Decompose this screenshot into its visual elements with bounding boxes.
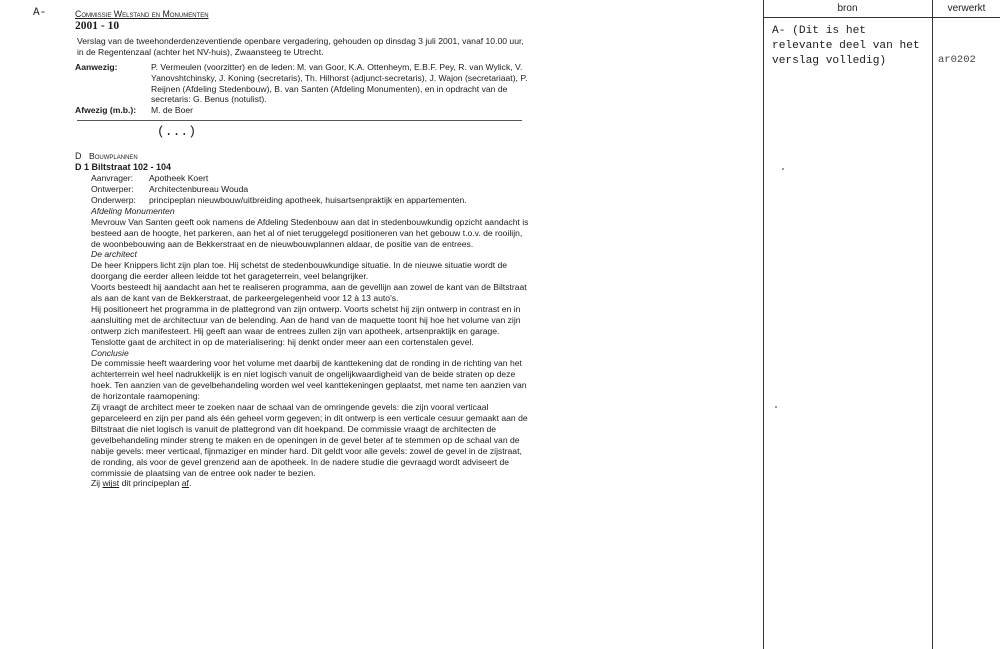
present-row — [75, 62, 530, 106]
subheading-monumenten: Afdeling Monumenten — [91, 205, 175, 216]
designer-label: Ontwerper: — [91, 183, 134, 194]
omission-marker: (...) — [157, 124, 197, 140]
decision-end: . — [188, 478, 192, 489]
designer-row — [91, 184, 530, 195]
paragraph: Tenslotte gaat de architect in op de materialisering: hij denkt onder meer aan een cortenstalen gevel. — [91, 336, 474, 347]
item-meta — [91, 173, 530, 206]
column-divider — [932, 0, 933, 649]
subheading-architect: De architect — [91, 249, 137, 260]
paragraph: Voorts besteedt hij aandacht aan het te realiseren programma, aan de gevellijn aan zowel de kant van de Biltstraat als aan de kant van de Bekkerstraat, de parkeergelegenheid voor 12 à 13 auto's. — [91, 282, 527, 304]
paragraph: De commissie heeft waardering voor het volume met daarbij de kanttekening dat de ronding in de richting van het achterterrein wel heel nadrukkelijk is en niet logisch vanuit de ongelijkwaardigheid van de beide straten op deze hoek. Ten aanzien van de gevelbehandeling worden wel veel kanttekeningen geplaatst, met name ten aanzien van de horizontale raamopening: — [91, 358, 527, 402]
designer-value: Architectenbureau Wouda — [149, 183, 249, 194]
section-heading — [75, 151, 530, 162]
bron-note: A- (Dit is het relevante deel van het verslag volledig) — [772, 25, 920, 67]
present-list: P. Vermeulen (voorzitter) en de leden: M. van Goor, K.A. Ottenheym, E.B.F. Pey, R. van Wylick, V. Yanovshtchinsky, J. Koning (secretaris), Th. Hilhorst (adjunct-secretaris), J. Wajon (secretariaat), P. Reijnen (Afdeling Stedenbouw), B. van Santen (Afdeling Monumenten), en in opdracht van de secretaris: G. Benus (notulist). — [151, 61, 528, 105]
paragraph: Hij positioneert het programma in de plattegrond van zijn ontwerp. Voorts schetst hij zijn ontwerp in contrast en in aansluiting met de architectuur van de belending. Aan de hand van de maquette toont hij hoe het volume van zijn ontwerp zich manifesteert. Hij geeft aan waar de entrees zullen zijn van apotheek, artsenpraktijk en garage. — [91, 303, 521, 336]
decision-line — [91, 478, 531, 489]
organisation-name: Commissie Welstand en Monumenten — [75, 9, 209, 19]
subject-row — [91, 195, 530, 206]
absent-list: M. de Boer — [151, 105, 194, 116]
decision-text: Zij — [91, 478, 101, 489]
subject-label: Onderwerp: — [91, 194, 136, 205]
subject-value: principeplan nieuwbouw/uitbreiding apotheek, huisartsenpraktijk en appartementen. — [149, 194, 467, 205]
paragraph: Zij vraagt de architect meer te zoeken naar de schaal van de omringende gevels: die zijn vooral verticaal geparceleerd en zijn per pand als één geheel vorm gegeven; in dit ontwerp is een verticale cesuur gemaakt aan de Biltstraat die niet logisch is vanuit de plattegrond van dit hoekpand. De commissie vraagt de architecten de gevelbehandeling minder streng te maken en de openingen in de gevel beter af te stemmen op de schaal van de nabije gevels: meer verticaal, fijnmaziger en minder hard. Dit geldt voor alle gevels: zowel de gevel in de zijstraat, de ronding, als voor de gevel grenzend aan de apotheek. In de nadere studie die gevraagd wordt adviseert de commissie de plaatsing van de entree ook nader te bezien. — [91, 402, 528, 478]
scan-speck — [782, 168, 784, 170]
report-number: 2001 - 10 — [75, 19, 120, 32]
subheading-conclusie: Conclusie — [91, 347, 129, 358]
divider — [77, 120, 522, 121]
decision-outcome: af — [181, 478, 189, 489]
applicant-value: Apotheek Koert — [149, 173, 209, 184]
panel-header — [764, 0, 1000, 18]
column-bron: bron — [837, 3, 858, 14]
document-page — [75, 9, 530, 489]
decision-text: dit principeplan — [121, 478, 180, 489]
verwerkt-code: ar0202 — [938, 54, 976, 66]
absent-row — [75, 105, 530, 116]
item-body — [91, 206, 531, 490]
decision-verb: wijst — [102, 478, 120, 489]
present-label: Aanwezig: — [75, 61, 118, 72]
paragraph: Mevrouw Van Santen geeft ook namens de Afdeling Stedenbouw aan dat in stedenbouwkundig opzicht aandacht is besteed aan de hoogte, het parkeren, aan het al of niet teruggelegd positioneren van het gebouw t.o.v. de rooilijn, de woonbebouwing aan de Bekkerstraat en de nieuwbouwplannen aldaar, de positie van de entrees. — [91, 216, 529, 249]
item-title: D 1 Biltstraat 102 - 104 — [75, 162, 172, 173]
column-verwerkt: verwerkt — [947, 3, 986, 14]
section-title: Bouwplannen — [89, 151, 138, 162]
annotation-panel — [763, 0, 1000, 649]
report-intro: Verslag van de tweehonderdenzeventiende openbare vergadering, gehouden op dinsdag 3 juli 2001, vanaf 10.00 uur, in de Regentenzaal (achter het NV-huis), Zwaansteeg te Utrecht. — [77, 35, 524, 57]
scan-speck — [775, 406, 777, 408]
section-letter: D — [75, 151, 82, 162]
absent-label: Afwezig (m.b.): — [75, 105, 137, 116]
applicant-label: Aanvrager: — [91, 173, 134, 184]
paragraph: De heer Knippers licht zijn plan toe. Hij schetst de stedenbouwkundige situatie. In de nieuwe situatie wordt de doorgang die eerder alleen leidde tot het garageterrein, veel belangrijker. — [91, 260, 508, 282]
margin-mark: A- — [33, 7, 47, 19]
applicant-row — [91, 173, 530, 184]
